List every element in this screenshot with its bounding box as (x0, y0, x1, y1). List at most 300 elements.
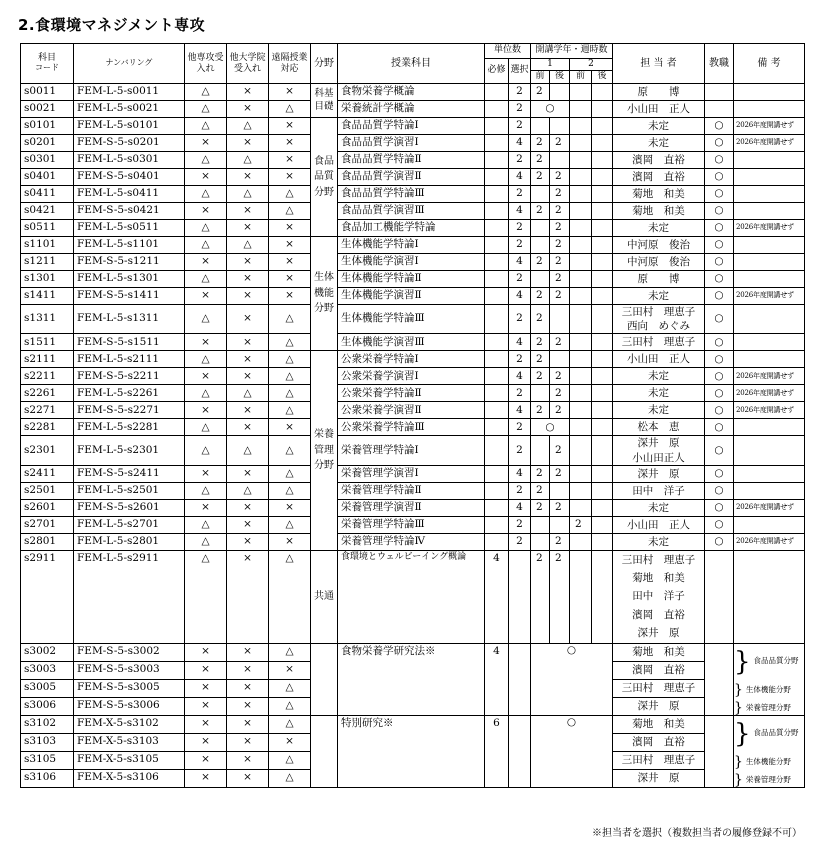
remote-mark: × (269, 152, 311, 169)
required-credits (485, 254, 509, 271)
course-numbering: FEM-L-5-s1311 (74, 305, 185, 334)
year1-first (531, 436, 550, 465)
course-code: s1511 (21, 334, 74, 351)
year2-second (592, 254, 613, 271)
teacher-name: 深井 原 (637, 627, 680, 640)
teaching-license-mark: ○ (705, 237, 734, 254)
course-title: 食品品質学演習Ⅰ (338, 135, 485, 152)
remarks-note (734, 465, 805, 482)
year1-first (531, 237, 550, 254)
other-major-mark: × (185, 661, 227, 679)
teacher-name (613, 254, 705, 271)
course-code: s0301 (21, 152, 74, 169)
course-code: s2111 (21, 351, 74, 368)
required-credits (485, 305, 509, 334)
course-numbering: FEM-X-5-s3102 (74, 715, 185, 733)
other-major-mark: △ (185, 152, 227, 169)
year1-span-mark: ○ (531, 101, 570, 118)
field-nutrition: 栄養管理分野 (311, 351, 338, 550)
year2-first (570, 135, 592, 152)
teaching-license-mark: ○ (705, 482, 734, 499)
year2-second (592, 135, 613, 152)
teacher-name (613, 288, 705, 305)
field-note: 栄養管理分野 (745, 774, 791, 784)
remote-mark: × (269, 271, 311, 288)
year2-first (570, 271, 592, 288)
remarks-note: 2026年度開講せず (734, 499, 805, 516)
course-numbering: FEM-L-5-s0021 (74, 101, 185, 118)
remarks-note (734, 186, 805, 203)
other-univ-mark: × (227, 715, 269, 733)
course-code: s0011 (21, 84, 74, 101)
course-code: s0101 (21, 118, 74, 135)
other-univ-mark: × (227, 465, 269, 482)
teaching-license-mark: ○ (705, 254, 734, 271)
teacher-name: 深井 原 (613, 697, 705, 715)
remote-mark: △ (269, 334, 311, 351)
course-code: s1101 (21, 237, 74, 254)
year2-second (592, 516, 613, 533)
header-second: 後 (592, 71, 613, 84)
required-credits (485, 402, 509, 419)
required-credits (485, 220, 509, 237)
teacher-name (613, 135, 705, 152)
remarks-note: 2026年度開講せず (734, 118, 805, 135)
remote-mark: × (269, 661, 311, 679)
elective-credits: 2 (509, 152, 531, 169)
teacher-primary: 濱岡 直裕 (632, 170, 685, 183)
teacher-primary: 深井 原 (637, 467, 680, 480)
course-code: s2701 (21, 516, 74, 533)
teacher-name (613, 334, 705, 351)
teacher-name: 三田村 理恵子 (621, 553, 696, 566)
required-credits (485, 288, 509, 305)
year2-first (570, 436, 592, 465)
course-title: 栄養管理学特論Ⅳ (338, 533, 485, 550)
table-row (21, 186, 805, 203)
year2-second (592, 550, 613, 643)
remote-mark: △ (269, 186, 311, 203)
teacher-primary: 濱岡 直裕 (632, 153, 685, 166)
teacher-primary: 小山田 正人 (627, 353, 690, 366)
course-numbering: FEM-S-5-s3005 (74, 679, 185, 697)
year1-first: 2 (531, 135, 550, 152)
course-numbering: FEM-L-5-s0011 (74, 84, 185, 101)
year2-first (570, 186, 592, 203)
course-code: s0411 (21, 186, 74, 203)
header-remote: 遠隔授業対応 (269, 44, 311, 84)
year1-second: 2 (550, 465, 570, 482)
year2-second (592, 169, 613, 186)
teacher-primary: 中河原 俊治 (627, 238, 690, 251)
course-code: s0021 (21, 101, 74, 118)
teacher-primary: 未定 (648, 404, 669, 417)
year1-second: 2 (550, 334, 570, 351)
header-credits: 単位数 (485, 44, 531, 59)
teacher-name (613, 499, 705, 516)
elective-credits: 2 (509, 186, 531, 203)
year1-first: 2 (531, 351, 550, 368)
year1-second (550, 118, 570, 135)
year1-first: 2 (531, 169, 550, 186)
other-major-mark: △ (185, 385, 227, 402)
other-univ-mark: △ (227, 385, 269, 402)
year1-second: 2 (550, 499, 570, 516)
required-credits (485, 499, 509, 516)
table-row (21, 436, 805, 465)
header-elective: 選択 (509, 59, 531, 84)
course-code: s2801 (21, 533, 74, 550)
year1-second: 2 (550, 271, 570, 288)
teacher-primary: 菊地 和美 (632, 204, 685, 217)
year1-first (531, 271, 550, 288)
table-row (21, 220, 805, 237)
other-major-mark: △ (185, 84, 227, 101)
remote-mark: × (269, 288, 311, 305)
year2-first (570, 220, 592, 237)
course-code: s0201 (21, 135, 74, 152)
remarks-note (734, 715, 805, 787)
research-method-title: 食物栄養学研究法※ (338, 643, 485, 715)
other-major-mark: × (185, 465, 227, 482)
teacher-primary: 田中 洋子 (632, 484, 685, 497)
year2-second (592, 465, 613, 482)
table-row (21, 237, 805, 254)
course-code: s2501 (21, 482, 74, 499)
course-numbering: FEM-L-5-s2911 (74, 550, 185, 643)
other-univ-mark: × (227, 419, 269, 436)
course-code: s3103 (21, 733, 74, 751)
teacher-primary: 未定 (648, 221, 669, 234)
other-major-mark: × (185, 402, 227, 419)
teacher-name: 深井 原 (613, 769, 705, 787)
year2-first (570, 385, 592, 402)
teaching-license-mark: ○ (705, 385, 734, 402)
other-major-mark: △ (185, 271, 227, 288)
brace-icon: } (734, 754, 743, 771)
other-univ-mark: × (227, 135, 269, 152)
teacher-name (613, 533, 705, 550)
remarks-note (734, 305, 805, 334)
year2-first (570, 499, 592, 516)
teaching-license-mark: ○ (705, 271, 734, 288)
course-code: s3006 (21, 697, 74, 715)
other-univ-mark: × (227, 733, 269, 751)
table-row (21, 482, 805, 499)
year1-second (550, 516, 570, 533)
page-title: 2.食環境マネジメント専攻 (18, 16, 206, 34)
teaching-license-mark: ○ (705, 288, 734, 305)
required-credits (485, 186, 509, 203)
other-major-mark: × (185, 334, 227, 351)
teacher-name (613, 118, 705, 135)
table-row (21, 84, 805, 101)
teaching-license-mark: ○ (705, 135, 734, 152)
other-major-mark: × (185, 715, 227, 733)
other-univ-mark: × (227, 203, 269, 220)
elective-credits: 2 (509, 482, 531, 499)
course-title: 生体機能学特論Ⅰ (338, 237, 485, 254)
course-numbering: FEM-S-5-s2211 (74, 368, 185, 385)
year2-first (570, 550, 592, 643)
table-row (21, 334, 805, 351)
year2-second (592, 368, 613, 385)
other-univ-mark: × (227, 169, 269, 186)
course-title: 公衆栄養学演習Ⅰ (338, 368, 485, 385)
year1-first: 2 (531, 84, 550, 101)
elective-credits: 2 (509, 436, 531, 465)
teacher-name: 濱岡 直裕 (613, 661, 705, 679)
course-title: 食品品質学演習Ⅱ (338, 169, 485, 186)
teacher-primary: 三田村 理恵子 (621, 306, 696, 318)
year2-first (570, 465, 592, 482)
teaching-license-mark: ○ (705, 334, 734, 351)
course-title: 栄養管理学特論Ⅲ (338, 516, 485, 533)
teaching-license-mark: ○ (705, 220, 734, 237)
elective-credits: 4 (509, 499, 531, 516)
year1-second (550, 482, 570, 499)
teacher-primary: 深井 原 (637, 437, 680, 450)
required-credits (485, 368, 509, 385)
year1-first: 2 (531, 288, 550, 305)
teacher-name (613, 220, 705, 237)
year1-first (531, 118, 550, 135)
remote-mark: △ (269, 351, 311, 368)
other-major-mark: × (185, 169, 227, 186)
other-univ-mark: △ (227, 436, 269, 465)
course-code: s2911 (21, 550, 74, 643)
remote-mark: △ (269, 697, 311, 715)
course-title: 食品品質学特論Ⅱ (338, 152, 485, 169)
remarks-note: 2026年度開講せず (734, 368, 805, 385)
course-numbering: FEM-S-5-s0401 (74, 169, 185, 186)
header-required: 必修 (485, 59, 509, 84)
year2-first (570, 169, 592, 186)
course-title: 公衆栄養学特論Ⅲ (338, 419, 485, 436)
year1-second: 2 (550, 186, 570, 203)
course-numbering: FEM-L-5-s2261 (74, 385, 185, 402)
remarks-note (734, 334, 805, 351)
elective-credits: 4 (509, 169, 531, 186)
teacher-name (613, 368, 705, 385)
teacher-name: 濱岡 直裕 (632, 608, 685, 621)
elective-credits (509, 550, 531, 643)
course-numbering: FEM-L-5-s0101 (74, 118, 185, 135)
year1-first (531, 385, 550, 402)
other-major-mark: × (185, 288, 227, 305)
elective-credits: 2 (509, 118, 531, 135)
teacher-primary: 三田村 理恵子 (621, 336, 696, 349)
remarks-note (734, 482, 805, 499)
teaching-license-mark (705, 550, 734, 643)
header-year1: 1 (531, 59, 570, 71)
header-numbering: ナンバリング (74, 44, 185, 84)
remote-mark: △ (269, 516, 311, 533)
other-major-mark: × (185, 203, 227, 220)
other-major-mark: × (185, 733, 227, 751)
remote-mark: × (269, 84, 311, 101)
other-major-mark: △ (185, 533, 227, 550)
course-numbering: FEM-L-5-s2281 (74, 419, 185, 436)
teaching-license-mark: ○ (705, 351, 734, 368)
remote-mark: △ (269, 436, 311, 465)
table-row (21, 533, 805, 550)
teacher-name (613, 351, 705, 368)
teaching-license-mark: ○ (705, 419, 734, 436)
teacher-name (613, 402, 705, 419)
other-univ-mark: × (227, 254, 269, 271)
remarks-note (734, 203, 805, 220)
teaching-license-mark (705, 84, 734, 101)
other-major-mark: × (185, 751, 227, 769)
teaching-license-mark: ○ (705, 436, 734, 465)
course-code: s1411 (21, 288, 74, 305)
teacher-name (613, 152, 705, 169)
course-numbering: FEM-L-5-s2111 (74, 351, 185, 368)
year1-first: 2 (531, 465, 550, 482)
other-univ-mark: × (227, 661, 269, 679)
elective-credits: 2 (509, 385, 531, 402)
course-title: 公衆栄養学特論Ⅱ (338, 385, 485, 402)
year2-first (570, 254, 592, 271)
remarks-note (734, 436, 805, 465)
required-credits (485, 152, 509, 169)
teaching-license-mark (705, 715, 734, 787)
year2-second (592, 499, 613, 516)
teacher-name (613, 186, 705, 203)
course-code: s3003 (21, 661, 74, 679)
course-numbering: FEM-S-5-s1511 (74, 334, 185, 351)
header-year2: 2 (570, 59, 613, 71)
teacher-name (613, 436, 705, 465)
table-row (21, 499, 805, 516)
elective-credits: 4 (509, 288, 531, 305)
teaching-license-mark: ○ (705, 499, 734, 516)
course-numbering: FEM-L-5-s1301 (74, 271, 185, 288)
remarks-note (734, 419, 805, 436)
year2-first (570, 533, 592, 550)
year1-second: 2 (550, 254, 570, 271)
header-first: 前 (531, 71, 550, 84)
other-univ-mark: △ (227, 237, 269, 254)
teacher-primary: 未定 (648, 370, 669, 383)
other-univ-mark: × (227, 679, 269, 697)
field-note: 生体機能分野 (745, 684, 791, 694)
teacher-name (613, 385, 705, 402)
remote-mark: △ (269, 465, 311, 482)
year2-second (592, 237, 613, 254)
header-teaching: 教職 (705, 44, 734, 84)
course-title: 食物栄養学概論 (338, 84, 485, 101)
year1-first: 2 (531, 203, 550, 220)
required-credits (485, 271, 509, 288)
table-row (21, 550, 805, 643)
field-food_quality: 食品品質分野 (311, 118, 338, 237)
header-year-hours: 開講学年・週時数 (531, 44, 613, 59)
table-row (21, 288, 805, 305)
remarks-note: 2026年度開講せず (734, 533, 805, 550)
teacher-primary: 中河原 俊治 (627, 255, 690, 268)
year2-second (592, 402, 613, 419)
teacher-primary: 菊地 和美 (632, 187, 685, 200)
teacher-name: 菊地 和美 (613, 643, 705, 661)
remarks-note (734, 254, 805, 271)
elective-credits: 4 (509, 368, 531, 385)
required-credits (485, 482, 509, 499)
field-bio: 生体機能分野 (311, 237, 338, 351)
course-numbering: FEM-X-5-s3106 (74, 769, 185, 787)
table-row (21, 169, 805, 186)
teacher-name: 濱岡 直裕 (613, 733, 705, 751)
year2-first (570, 419, 592, 436)
other-univ-mark: × (227, 769, 269, 787)
teacher-primary: 小山田 正人 (627, 102, 690, 115)
other-major-mark: △ (185, 516, 227, 533)
year1-first: 2 (531, 550, 550, 643)
year2-second (592, 482, 613, 499)
other-major-mark: × (185, 254, 227, 271)
elective-credits: 2 (509, 101, 531, 118)
teaching-license-mark: ○ (705, 152, 734, 169)
course-code: s3002 (21, 643, 74, 661)
year-span-mark: ○ (531, 643, 613, 715)
required-credits (485, 436, 509, 465)
table-row (21, 254, 805, 271)
year2-second (592, 334, 613, 351)
elective-credits: 4 (509, 334, 531, 351)
year-span-mark: ○ (531, 715, 613, 787)
year2-second (592, 436, 613, 465)
course-numbering: FEM-S-5-s0201 (74, 135, 185, 152)
year2-second (592, 271, 613, 288)
header-other-major: 他専攻受入れ (185, 44, 227, 84)
year1-second: 2 (550, 135, 570, 152)
remote-mark: △ (269, 203, 311, 220)
other-univ-mark: × (227, 351, 269, 368)
elective-credits: 4 (509, 465, 531, 482)
header-remarks: 備 考 (734, 44, 805, 84)
elective-credits: 2 (509, 237, 531, 254)
field-empty (311, 715, 338, 787)
course-code: s3106 (21, 769, 74, 787)
table-row (21, 419, 805, 436)
teaching-license-mark (705, 101, 734, 118)
course-title: 生体機能学演習Ⅰ (338, 254, 485, 271)
table-row (21, 118, 805, 135)
other-major-mark: △ (185, 419, 227, 436)
header-first: 前 (570, 71, 592, 84)
other-univ-mark: × (227, 643, 269, 661)
year2-second (592, 220, 613, 237)
course-numbering: FEM-L-5-s0411 (74, 186, 185, 203)
table-row (21, 715, 805, 733)
year2-second (592, 186, 613, 203)
other-major-mark: △ (185, 101, 227, 118)
table-row (21, 385, 805, 402)
year2-second (592, 533, 613, 550)
elective-credits (509, 715, 531, 787)
other-major-mark: × (185, 769, 227, 787)
remote-mark: × (269, 733, 311, 751)
course-title: 栄養管理学特論Ⅰ (338, 436, 485, 465)
remarks-note (734, 101, 805, 118)
year1-first: 2 (531, 368, 550, 385)
teacher-name (613, 84, 705, 101)
remote-mark: △ (269, 550, 311, 643)
required-credits (485, 237, 509, 254)
year2-first (570, 152, 592, 169)
table-row (21, 305, 805, 334)
